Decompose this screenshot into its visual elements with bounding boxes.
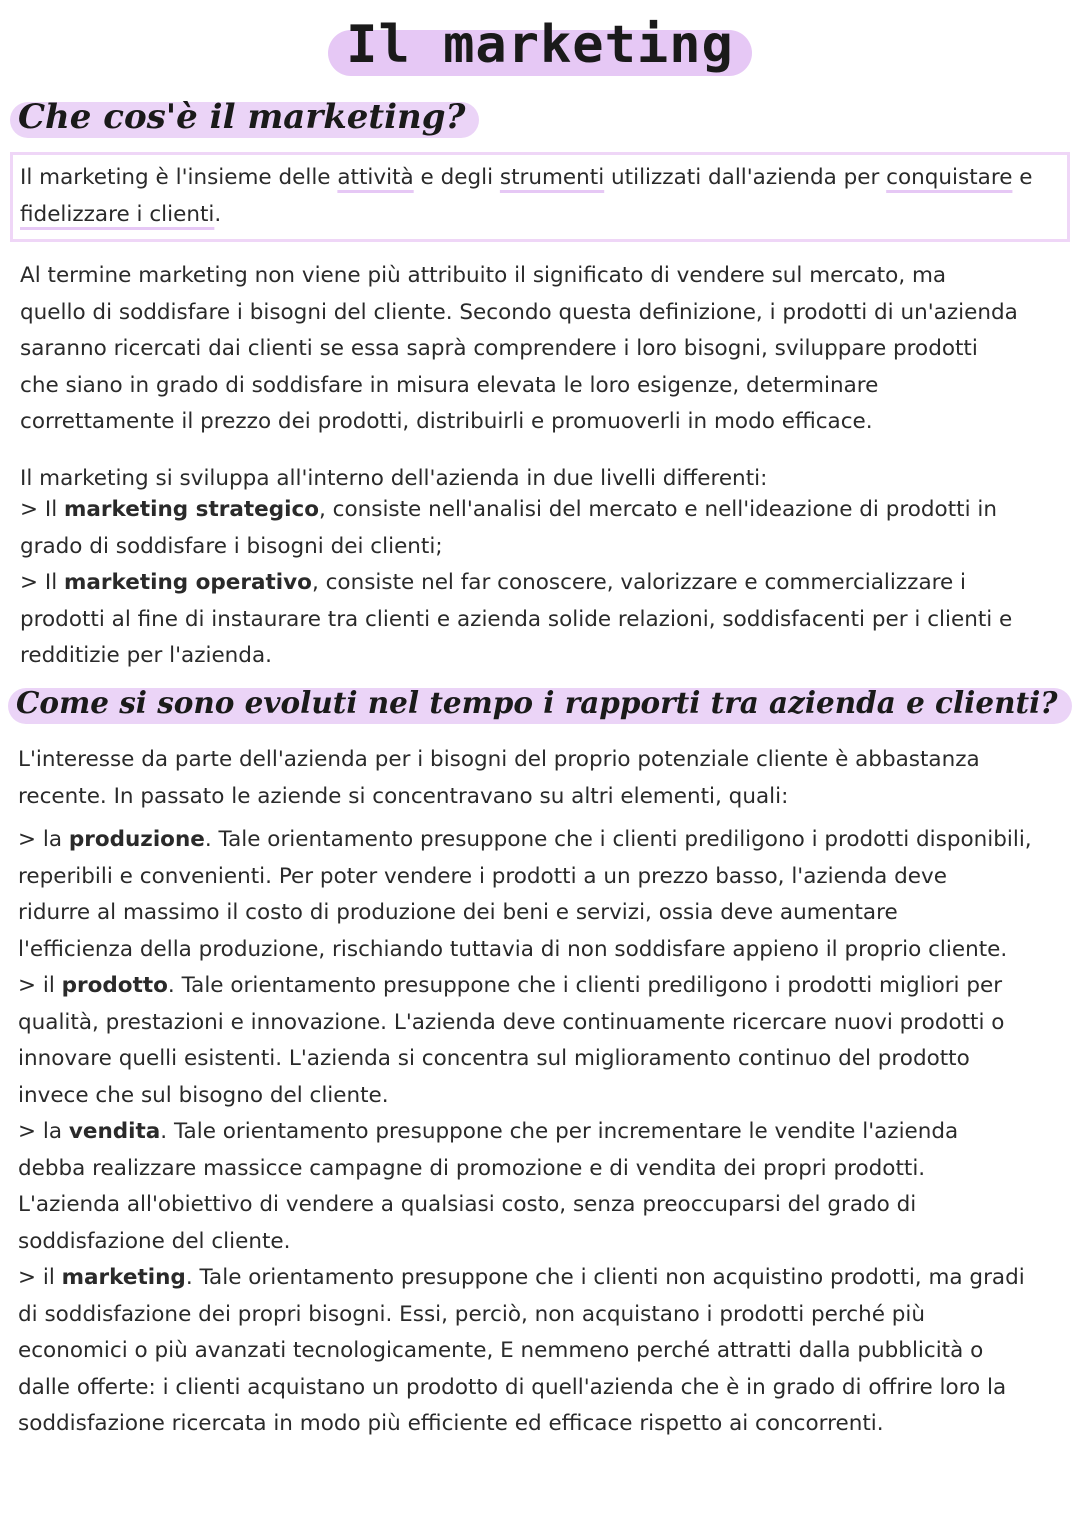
text-line: grado di soddisfare i bisogni dei clienti; xyxy=(20,533,443,559)
text-line: Al termine marketing non viene più attribuito il significato di vendere sul mercato, ma xyxy=(20,263,947,288)
text-run: . Tale orientamento presuppone che i clienti prediligono i prodotti migliori per xyxy=(167,973,1003,998)
definition-line-2 xyxy=(20,197,1065,234)
orientations-list xyxy=(18,822,1063,1443)
marketing-line-1 xyxy=(18,1260,1063,1297)
text-line: l'efficienza della produzione, rischiando tuttavia di non soddisfare appieno il proprio cliente. xyxy=(18,936,1008,962)
text-run: > la xyxy=(18,827,69,852)
strategico-line-1 xyxy=(20,492,1065,529)
text-line: qualità, prestazioni e innovazione. L'azienda deve continuamente ricercare nuovi prodotti o xyxy=(18,1009,1005,1035)
text-line: dalle offerte: i clienti acquistano un prodotto di quell'azienda che è in grado di offrire loro la xyxy=(18,1374,1007,1400)
bold-term: produzione xyxy=(68,827,205,852)
text-line: innovare quelli esistenti. L'azienda si concentra sul miglioramento continuo del prodotto xyxy=(18,1046,970,1071)
text-line: invece che sul bisogno del cliente. xyxy=(18,1082,389,1108)
bold-term: marketing operativo xyxy=(64,570,312,595)
underlined-term: strumenti xyxy=(499,165,605,190)
bold-term: vendita xyxy=(68,1119,161,1144)
section1-heading-text: Che cos'è il marketing? xyxy=(18,97,466,137)
bold-term: marketing strategico xyxy=(64,497,319,522)
paragraph-2 xyxy=(20,462,1065,496)
text-line: Il marketing si sviluppa all'interno dell'azienda in due livelli differenti: xyxy=(20,466,768,491)
text-line: prodotti al fine di instaurare tra clienti e azienda solide relazioni, soddisfacenti per i clienti e xyxy=(20,606,1013,632)
text-line: recente. In passato le aziende si concentravano su altri elementi, quali: xyxy=(18,783,789,809)
text-run: Il marketing è l'insieme delle xyxy=(20,165,338,190)
text-run: . Tale orientamento presuppone che per incrementare le vendite l'azienda xyxy=(160,1119,959,1144)
section1-heading xyxy=(18,94,465,140)
underlined-term: conquistare xyxy=(886,165,1013,190)
prodotto-line-1 xyxy=(18,968,1063,1005)
text-run: . Tale orientamento presuppone che i clienti prediligono i prodotti disponibili, xyxy=(204,827,1032,852)
operativo-line-1 xyxy=(20,565,1065,602)
text-line: soddisfazione del cliente. xyxy=(18,1228,291,1254)
section2-heading xyxy=(16,680,1058,726)
text-line: saranno ricercati dai clienti se essa saprà comprendere i loro bisogni, sviluppare prodotti xyxy=(20,336,978,361)
bold-term: prodotto xyxy=(61,973,168,998)
text-line: che siano in grado di soddisfare in misura elevata le loro esigenze, determinare xyxy=(20,372,879,398)
underlined-term: fidelizzare i clienti xyxy=(20,201,215,227)
vendita-line-1 xyxy=(18,1114,1063,1151)
text-run: > la xyxy=(18,1119,69,1144)
text-run: . xyxy=(214,201,222,227)
text-run: > Il xyxy=(20,497,64,522)
text-line: debba realizzare massicce campagne di promozione e di vendita dei propri prodotti. xyxy=(18,1155,926,1181)
section2-intro xyxy=(18,742,1063,815)
underlined-term: attività xyxy=(337,165,414,190)
text-line: L'interesse da parte dell'azienda per i bisogni del proprio potenziale cliente è abbastanza xyxy=(18,747,980,772)
text-run: > Il xyxy=(20,570,64,595)
text-line: correttamente il prezzo dei prodotti, distribuirli e promuoverli in modo efficace. xyxy=(20,409,873,434)
text-line: ridurre al massimo il costo di produzione dei beni e servizi, ossia deve aumentare xyxy=(18,900,898,925)
text-line: redditizie per l'azienda. xyxy=(20,643,272,668)
text-run: e degli xyxy=(413,165,500,190)
text-line: quello di soddisfare i bisogni del cliente. Secondo questa definizione, i prodotti di un'azienda xyxy=(20,299,1018,325)
title-container xyxy=(0,10,1080,80)
text-run: , consiste nel far conoscere, valorizzare e commercializzare i xyxy=(311,570,967,595)
text-line: di soddisfazione dei propri bisogni. Essi, perciò, non acquistano i prodotti perché più xyxy=(18,1301,925,1327)
definition-text xyxy=(20,160,1065,233)
text-line: L'azienda all'obiettivo di vendere a qualsiasi costo, senza preoccuparsi del grado di xyxy=(18,1192,917,1217)
text-run: . Tale orientamento presuppone che i clienti non acquistino prodotti, ma gradi xyxy=(185,1265,1025,1290)
text-run: utilizzati dall'azienda per xyxy=(604,165,887,190)
bold-term: marketing xyxy=(61,1265,186,1290)
paragraph-1 xyxy=(20,258,1065,441)
text-run: > il xyxy=(18,973,62,998)
page-title: Il marketing xyxy=(328,10,752,80)
levels-list xyxy=(20,492,1065,675)
text-run: > il xyxy=(18,1265,62,1290)
text-run: , consiste nell'analisi del mercato e nell'ideazione di prodotti in xyxy=(318,497,997,522)
text-line: economici o più avanzati tecnologicamente, E nemmeno perché attratti dalla pubblicità o xyxy=(18,1338,984,1363)
text-run: e xyxy=(1012,165,1033,190)
text-line: soddisfazione ricercata in modo più efficiente ed efficace rispetto ai concorrenti. xyxy=(18,1411,884,1436)
produzione-line-1 xyxy=(18,822,1063,859)
text-line: reperibili e convenienti. Per poter vendere i prodotti a un prezzo basso, l'azienda deve xyxy=(18,863,947,889)
definition-line-1 xyxy=(20,160,1065,197)
section2-heading-text: Come si sono evoluti nel tempo i rapporti tra azienda e clienti? xyxy=(16,685,1058,720)
